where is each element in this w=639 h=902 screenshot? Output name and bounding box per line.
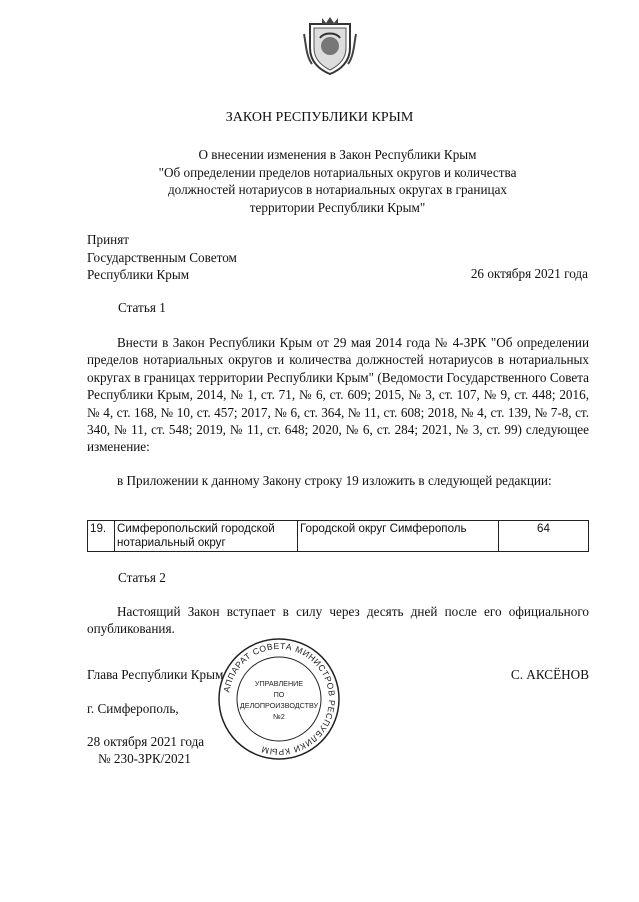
- table-row: [88, 521, 589, 552]
- article-1-instruction: [87, 472, 589, 489]
- article-1-heading: Статья 1: [118, 300, 166, 315]
- subtitle-line: территории Республики Крым": [249, 199, 426, 215]
- signatory-name: С. АКСЁНОВ: [510, 667, 589, 682]
- stamp-center-line: УПРАВЛЕНИЕ: [254, 679, 304, 688]
- article-2-text: Настоящий Закон вступает в силу через десять дней после его официального опубликования.: [87, 604, 589, 637]
- stamp-center-line: ДЕЛОПРОИЗВОДСТВУ: [239, 701, 319, 710]
- adoption-line: Принят: [87, 232, 130, 247]
- adoption-block: [87, 231, 237, 284]
- subtitle-line: должностей нотариусов в нотариальных округах в границах: [167, 182, 508, 197]
- signing-city: г. Симферополь,: [87, 701, 179, 716]
- adoption-line: Республики Крым: [87, 267, 190, 282]
- count-cell: 64: [499, 521, 589, 552]
- law-title: ЗАКОН РЕСПУБЛИКИ КРЫМ: [225, 110, 414, 125]
- stamp-center-line: №2: [273, 712, 285, 721]
- coat-of-arms-icon: [300, 14, 360, 76]
- adoption-date: 26 октября 2021 года: [470, 266, 588, 281]
- instruction-text: в Приложении к данному Закону строку 19 изложить в следующей редакции:: [117, 473, 552, 488]
- article-2-heading: Статья 2: [118, 570, 166, 585]
- law-number: № 230-ЗРК/2021: [98, 751, 191, 766]
- stamp-center-line: ПО: [273, 690, 285, 699]
- row-number: 19.: [88, 521, 115, 552]
- district-cell: Симферопольский городской нотариальный округ: [115, 521, 298, 552]
- article-1-paragraph: [87, 334, 589, 456]
- territory-cell: Городской округ Симферополь: [298, 521, 499, 552]
- article-1-text: Внести в Закон Республики Крым от 29 мая 2014 года № 4-ЗРК "Об определении пределов нотариальных округов и количества должностей нотариусов в нотариальных округах в границах территории Республики Крым" (Ведомости Государственного Совета Республики Крым, 2014, № 1, ст. 71, № 6, ст. 609; 2015, № 3, ст. 107, № 9, ст. 448; 2016, № 4, ст. 168, № 10, ст. 457; 2017, № 6, ст. 364, № 11, ст. 608; 2018, № 4, ст. 139, № 7-8, ст. 340, № 11, ст. 548; 2019, № 11, ст. 648; 2020, № 6, ст. 284; 2021, № 3, ст. 99) следующее изменение:: [87, 335, 589, 455]
- article-2-paragraph: [87, 603, 589, 638]
- amendment-table: [87, 520, 589, 552]
- stamp-ring-path: АППАРАТ СОВЕТА МИНИСТРОВ РЕСПУБЛИКИ КРЫМ: [221, 640, 338, 758]
- adoption-line: Государственным Советом: [87, 249, 237, 265]
- signatory-position: Глава Республики Крым: [87, 667, 224, 682]
- law-subtitle: [100, 146, 575, 216]
- subtitle-line: О внесении изменения в Закон Республики Крым: [198, 147, 477, 162]
- official-stamp: [216, 636, 342, 762]
- stamp-ring-text: [221, 641, 337, 757]
- signing-date: 28 октября 2021 года: [87, 734, 205, 749]
- subtitle-line: "Об определении пределов нотариальных округов и количества: [158, 164, 517, 180]
